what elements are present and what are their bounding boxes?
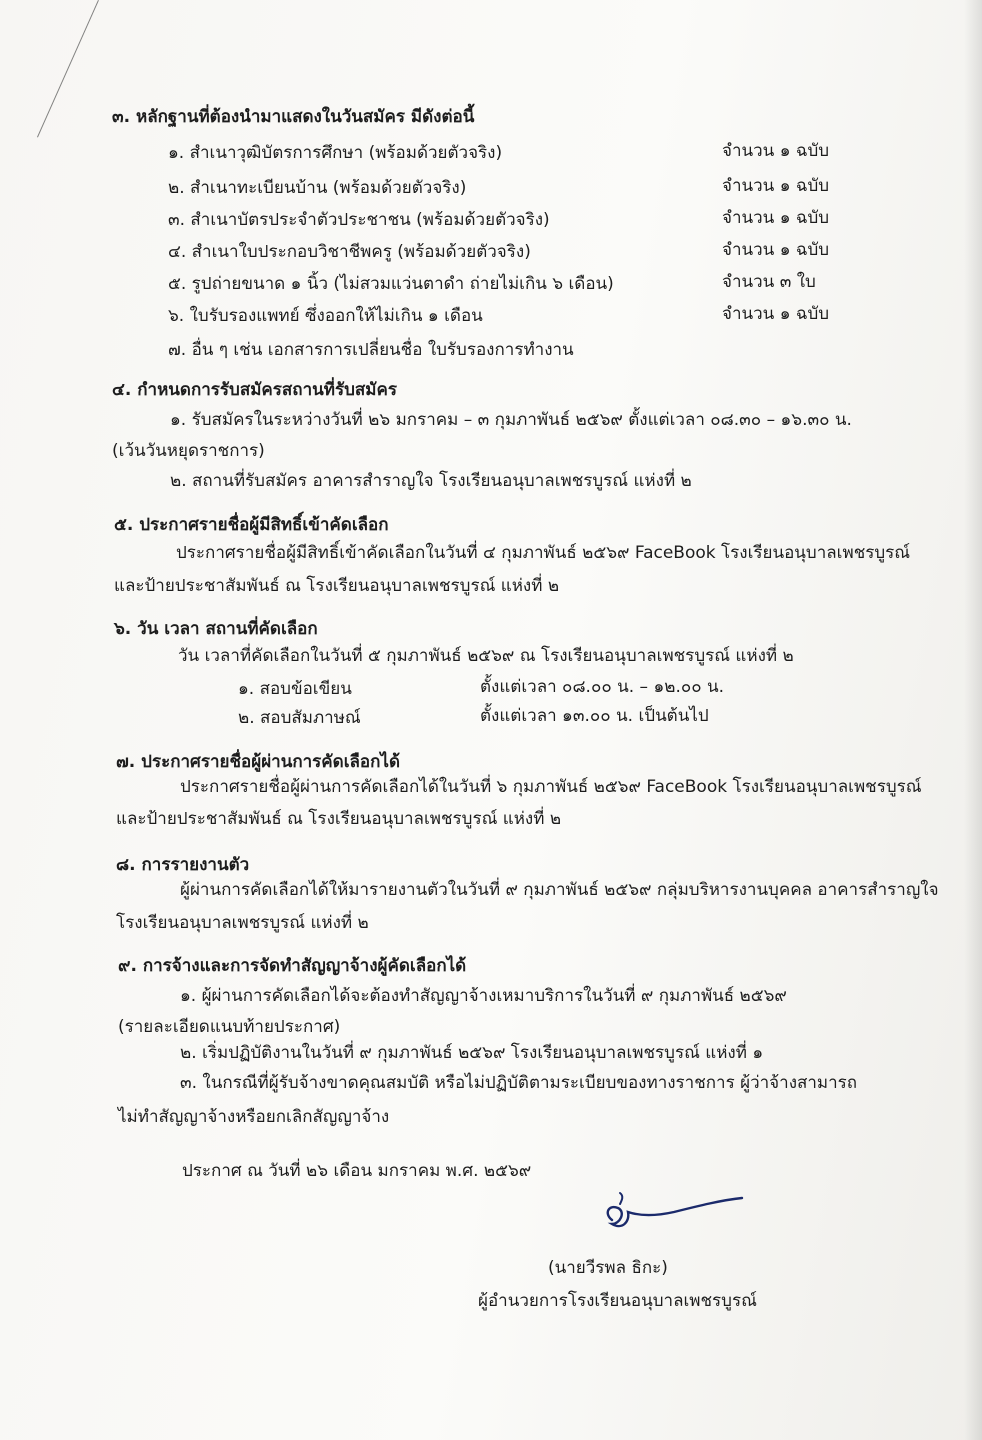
section-3-item-2-amount: จำนวน ๑ ฉบับ: [722, 176, 830, 196]
paper-edge-shadow: [964, 0, 982, 1440]
section-9-line-1: ๑. ผู้ผ่านการคัดเลือกได้จะต้องทำสัญญาจ้างเหมาบริการในวันที่ ๙ กุมภาพันธ์ ๒๕๖๙: [180, 986, 787, 1006]
signatory-name: (นายวีรพล ธิกะ): [548, 1258, 668, 1278]
signatory-position: ผู้อำนวยการโรงเรียนอนุบาลเพชรบูรณ์: [478, 1291, 757, 1311]
section-3-item-4-amount: จำนวน ๑ ฉบับ: [722, 240, 830, 260]
section-6-item-1-time: ตั้งแต่เวลา ๐๘.๐๐ น. – ๑๒.๐๐ น.: [480, 677, 725, 697]
section-6-item-1-label: ๑. สอบข้อเขียน: [238, 679, 352, 699]
section-3-item-6-amount: จำนวน ๑ ฉบับ: [722, 304, 830, 324]
section-4-line-1-continued: (เว้นวันหยุดราชการ): [112, 441, 265, 461]
section-3-item-1: ๑. สำเนาวุฒิบัตรการศึกษา (พร้อมด้วยตัวจริง): [168, 143, 503, 163]
section-8-line-1: ผู้ผ่านการคัดเลือกได้ให้มารายงานตัวในวันที่ ๙ กุมภาพันธ์ ๒๕๖๙ กลุ่มบริหารงานบุคคล อาคารสำราญใจ: [180, 880, 939, 900]
section-4-line-2: ๒. สถานที่รับสมัคร อาคารสำราญใจ โรงเรียนอนุบาลเพชรบูรณ์ แห่งที่ ๒: [170, 471, 692, 491]
section-8-heading: ๘. การรายงานตัว: [116, 855, 250, 875]
section-7-line-2: และป้ายประชาสัมพันธ์ ณ โรงเรียนอนุบาลเพชรบูรณ์ แห่งที่ ๒: [116, 809, 562, 829]
section-3-item-2: ๒. สำเนาทะเบียนบ้าน (พร้อมด้วยตัวจริง): [168, 178, 467, 198]
section-3-item-3: ๓. สำเนาบัตรประจำตัวประชาชน (พร้อมด้วยตัวจริง): [168, 210, 550, 230]
section-9-line-2: ๒. เริ่มปฏิบัติงานในวันที่ ๙ กุมภาพันธ์ ๒๕๖๙ โรงเรียนอนุบาลเพชรบูรณ์ แห่งที่ ๑: [180, 1043, 764, 1063]
section-7-heading: ๗. ประกาศรายชื่อผู้ผ่านการคัดเลือกได้: [116, 752, 401, 772]
section-9-line-3-continued: ไม่ทำสัญญาจ้างหรือยกเลิกสัญญาจ้าง: [118, 1107, 390, 1127]
section-9-heading: ๙. การจ้างและการจัดทำสัญญาจ้างผู้คัดเลือกได้: [118, 956, 467, 976]
section-3-heading: ๓. หลักฐานที่ต้องนำมาแสดงในวันสมัคร มีดังต่อนี้: [112, 107, 475, 127]
section-3-item-3-amount: จำนวน ๑ ฉบับ: [722, 208, 830, 228]
section-9-line-1-continued: (รายละเอียดแนบท้ายประกาศ): [118, 1017, 341, 1037]
section-3-item-5: ๕. รูปถ่ายขนาด ๑ นิ้ว (ไม่สวมแว่นตาดำ ถ่ายไม่เกิน ๖ เดือน): [168, 274, 614, 294]
section-9-line-3: ๓. ในกรณีที่ผู้รับจ้างขาดคุณสมบัติ หรือไม่ปฏิบัติตามระเบียบของทางราชการ ผู้ว่าจ้างสามารถ: [180, 1073, 858, 1093]
section-5-heading: ๕. ประกาศรายชื่อผู้มีสิทธิ์เข้าคัดเลือก: [114, 515, 389, 535]
section-3-item-7: ๗. อื่น ๆ เช่น เอกสารการเปลี่ยนชื่อ ใบรับรองการทำงาน: [168, 340, 574, 360]
section-8-line-2: โรงเรียนอนุบาลเพชรบูรณ์ แห่งที่ ๒: [116, 913, 369, 933]
section-3-item-1-amount: จำนวน ๑ ฉบับ: [722, 141, 830, 161]
section-3-item-6: ๖. ใบรับรองแพทย์ ซึ่งออกให้ไม่เกิน ๑ เดือน: [168, 306, 483, 326]
section-3-item-4: ๔. สำเนาใบประกอบวิชาชีพครู (พร้อมด้วยตัวจริง): [168, 242, 531, 262]
section-6-heading: ๖. วัน เวลา สถานที่คัดเลือก: [114, 619, 318, 639]
announcement-date: ประกาศ ณ วันที่ ๒๖ เดือน มกราคม พ.ศ. ๒๕๖๙: [182, 1161, 532, 1181]
section-5-line-1: ประกาศรายชื่อผู้มีสิทธิ์เข้าคัดเลือกในวันที่ ๔ กุมภาพันธ์ ๒๕๖๙ FaceBook โรงเรียนอนุบาลเพชรบูรณ์: [176, 543, 911, 563]
section-6-item-2-time: ตั้งแต่เวลา ๑๓.๐๐ น. เป็นต้นไป: [480, 706, 709, 726]
section-4-line-1: ๑. รับสมัครในระหว่างวันที่ ๒๖ มกราคม – ๓ กุมภาพันธ์ ๒๕๖๙ ตั้งแต่เวลา ๐๘.๓๐ – ๑๖.๓๐ น.: [170, 410, 852, 430]
section-4-heading: ๔. กำหนดการรับสมัครสถานที่รับสมัคร: [112, 380, 397, 400]
paper-fold-line: [37, 0, 99, 137]
section-6-item-2-label: ๒. สอบสัมภาษณ์: [238, 708, 361, 728]
section-6-intro: วัน เวลาที่คัดเลือกในวันที่ ๕ กุมภาพันธ์ ๒๕๖๙ ณ โรงเรียนอนุบาลเพชรบูรณ์ แห่งที่ ๒: [178, 646, 794, 666]
handwritten-signature: [600, 1190, 750, 1240]
section-7-line-1: ประกาศรายชื่อผู้ผ่านการคัดเลือกได้ในวันที่ ๖ กุมภาพันธ์ ๒๕๖๙ FaceBook โรงเรียนอนุบาลเพชรบูรณ์: [180, 777, 922, 797]
section-3-item-5-amount: จำนวน ๓ ใบ: [722, 272, 816, 292]
section-5-line-2: และป้ายประชาสัมพันธ์ ณ โรงเรียนอนุบาลเพชรบูรณ์ แห่งที่ ๒: [114, 576, 560, 596]
